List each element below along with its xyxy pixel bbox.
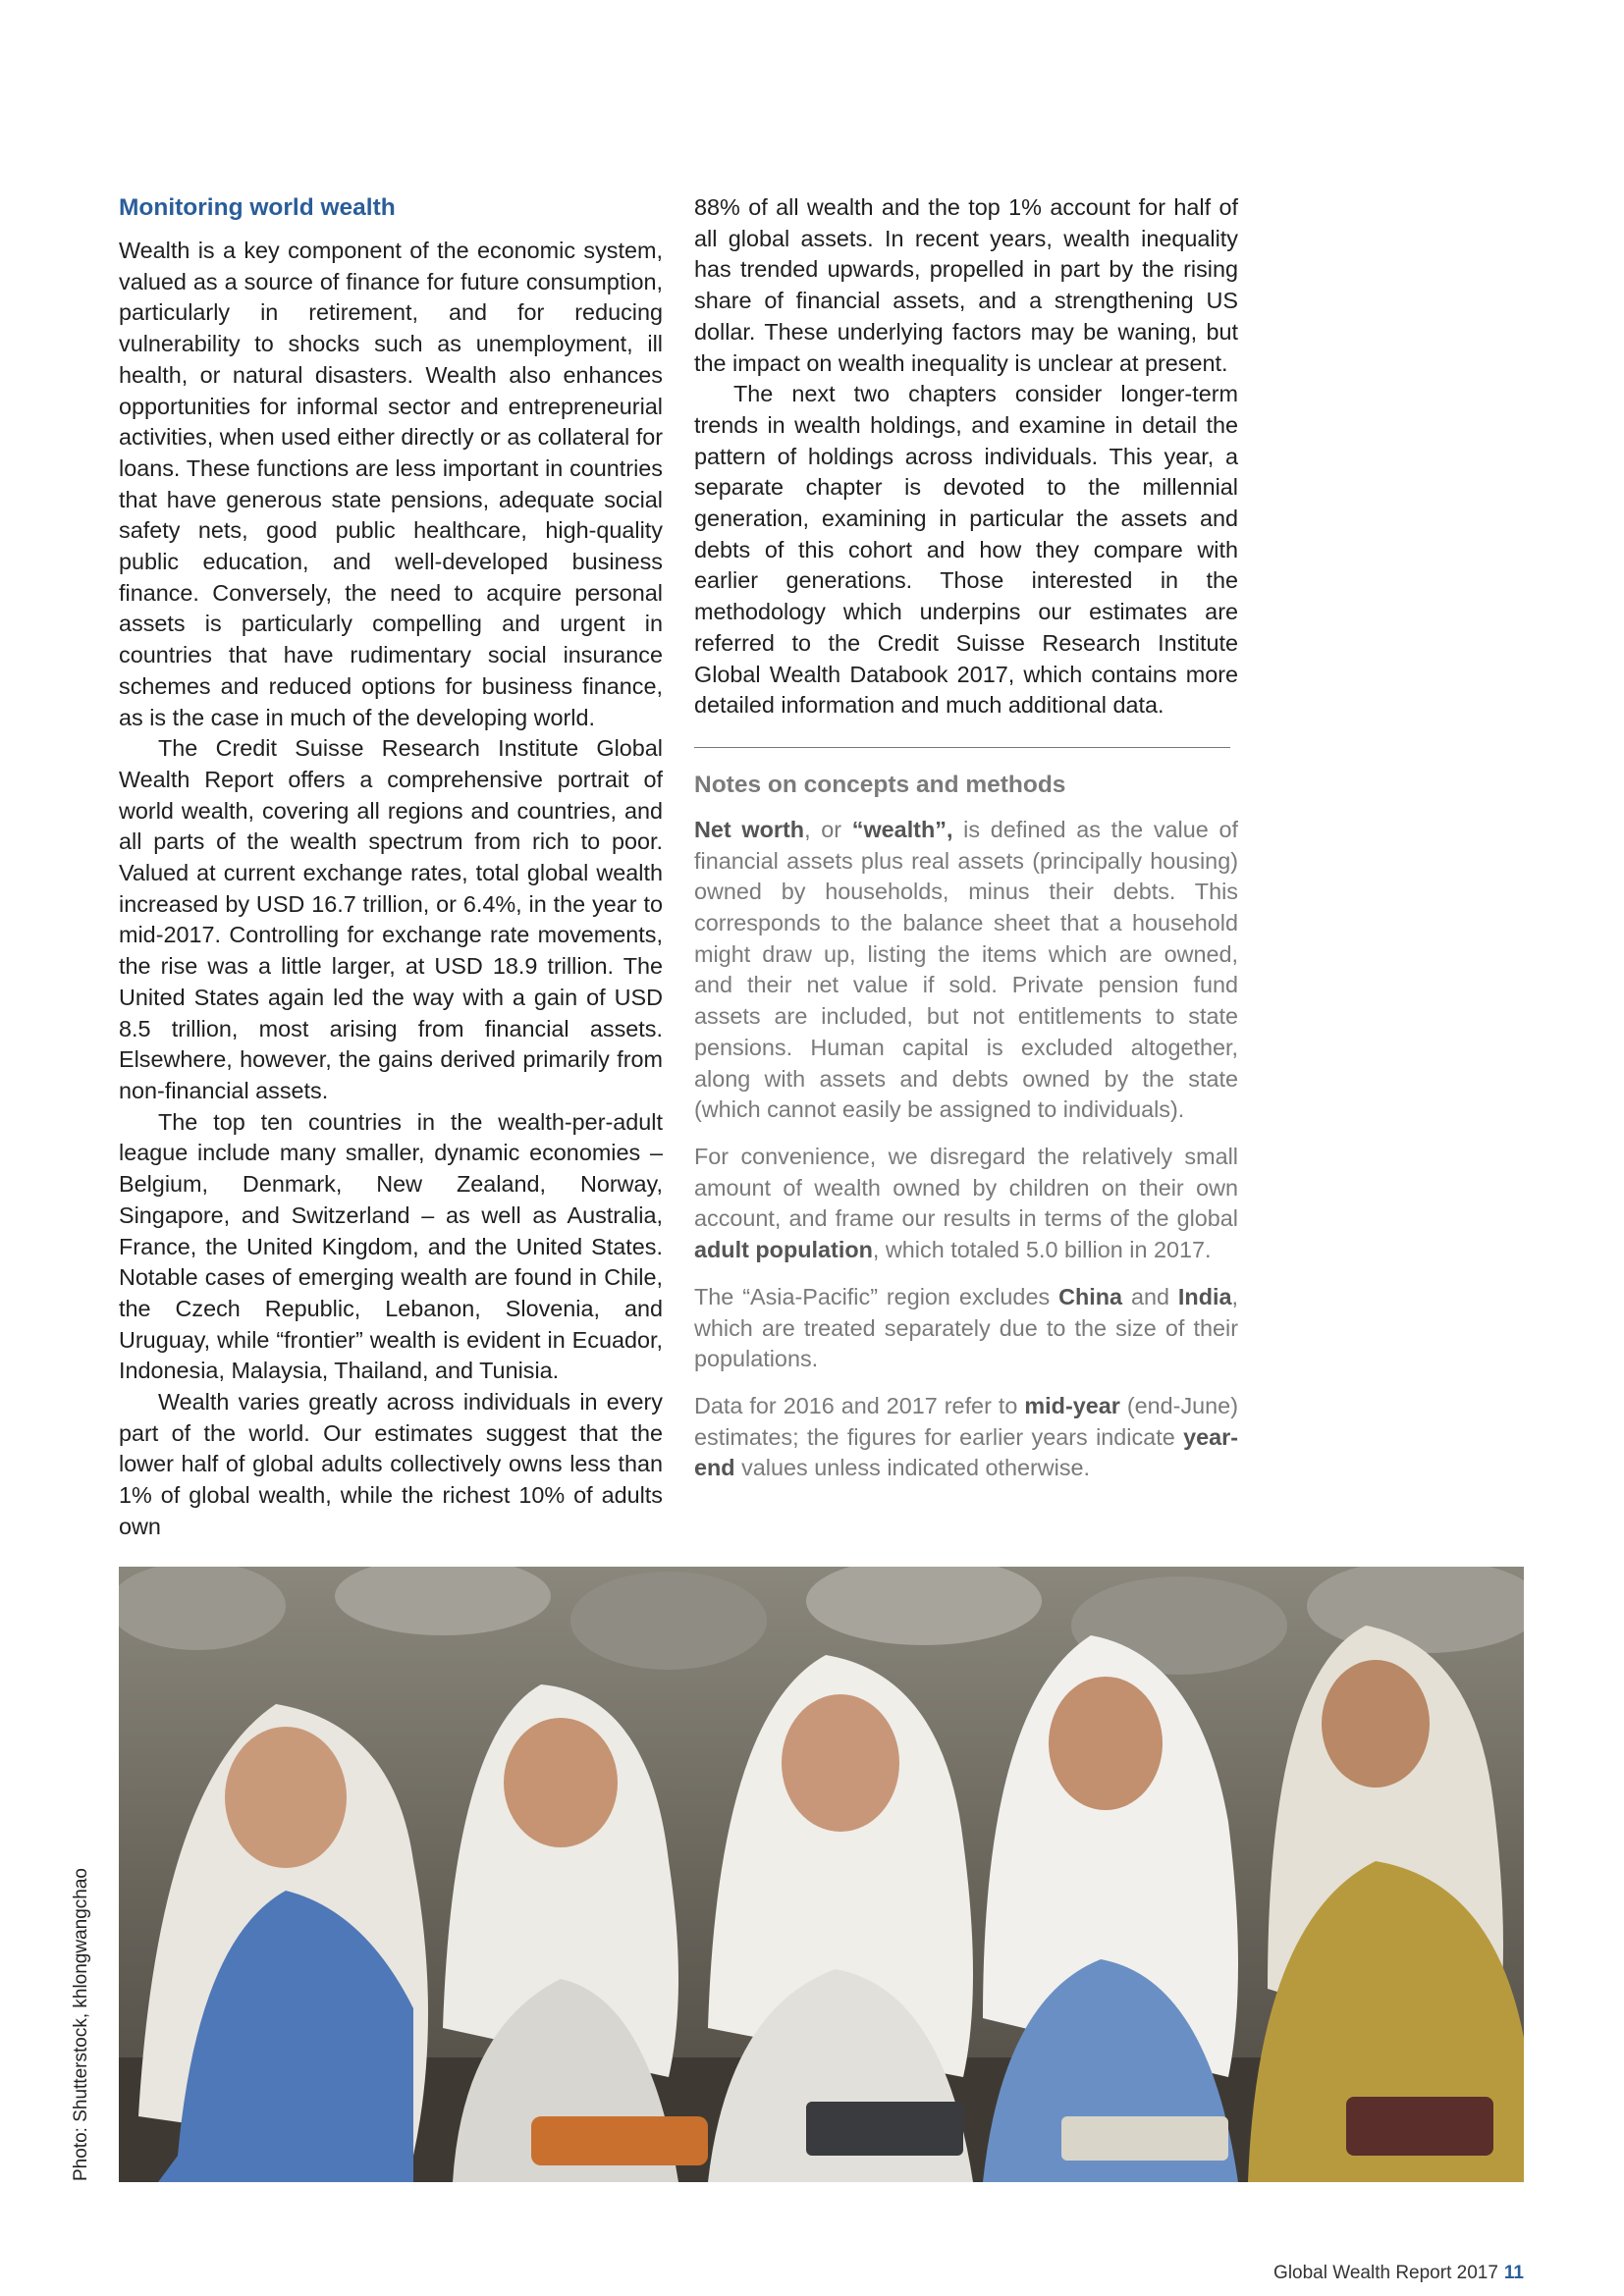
report-title: Global Wealth Report 2017 [1273,2263,1498,2283]
text: (end-June) estimates; the figures for earlier years indicate [694,1392,1238,1450]
notes-paragraph [694,1391,1238,1484]
body-paragraph: The top ten countries in the wealth-per-adult league include many smaller, dynamic economies – Belgium, Denmark, New Zealand, Norway, Singapore, and Switzerland – as well as Australia, France, the United Kingdom, and the United States. Notable cases of emerging wealth are found in Chile, the Czech Republic, Lebanon, Slovenia, and Uruguay, while “frontier” wealth is evident in Ecuador, Indonesia, Malaysia, Thailand, and Tunisia. [119,1108,663,1384]
left-column [119,192,663,1543]
photo-credit: Photo: Shutterstock, khlongwangchao [71,1868,91,2181]
term: mid-year [1024,1392,1120,1418]
section-divider [694,747,1230,748]
photo-illustration [119,1567,1524,2182]
page-number: 11 [1503,2263,1524,2283]
page-footer [1273,2263,1524,2284]
text: For convenience, we disregard the relatively small amount of wealth owned by children on their own account, and frame our results in terms of the global [694,1143,1238,1232]
right-column [694,192,1238,1500]
text: , which totaled 5.0 billion in 2017. [872,1237,1212,1263]
body-paragraph: 88% of all wealth and the top 1% account for half of all global assets. In recent years, wealth inequality has trended upwards, propelled in part by the rising share of financial assets, and a strengthening US dollar. These underlying factors may be waning, but the impact on wealth inequality is unclear at present. [694,194,1238,376]
text: , which are treated separately due to the size of their populations. [694,1283,1238,1372]
notes-paragraph [694,815,1238,1126]
term: year-end [694,1423,1238,1481]
text: values unless indicated otherwise. [734,1455,1091,1481]
text: is defined as the value of financial assets plus real assets (principally housing) owned by households, minus their debts. This corresponds to the balance sheet that a household might draw up, listing the items which are owned, and their net value if sold. Private pension fund assets are included, but not entitlements to state pensions. Human capital is excluded altogether, along with assets and debts owned by the state (which cannot easily be assigned to individuals). [694,816,1238,1123]
notes-paragraph [694,1282,1238,1375]
children-photo [119,1567,1524,2182]
term: “wealth”, [851,816,953,842]
body-paragraph: Wealth varies greatly across individuals in every part of the world. Our estimates suggest that the lower half of global adults collectively owns less than 1% of global wealth, while the richest 10% of adults own [119,1389,663,1539]
notes-paragraph [694,1142,1238,1266]
notes-heading: Notes on concepts and methods [694,771,1066,798]
body-paragraph: Wealth is a key component of the economic system, valued as a source of finance for future consumption, particularly in retirement, and for reducing vulnerability to shocks such as unemployment, ill health, or natural disasters. Wealth also enhances opportunities for informal sector and entrepreneurial activities, when used either directly or as collateral for loans. These functions are less important in countries that have generous state pensions, adequate social safety nets, good public healthcare, high-quality public education, and well-developed business finance. Conversely, the need to acquire personal assets is particularly compelling and urgent in countries that have rudimentary social insurance schemes and reduced options for business finance, as is the case in much of the developing world. [119,238,663,730]
body-paragraph: The Credit Suisse Research Institute Global Wealth Report offers a comprehensive portrait of world wealth, covering all regions and countries, and all parts of the wealth spectrum from rich to poor. Valued at current exchange rates, total global wealth increased by USD 16.7 trillion, or 6.4%, in the year to mid-2017. Controlling for exchange rate movements, the rise was a little larger, at USD 18.9 trillion. The United States again led the way with a gain of USD 8.5 trillion, most arising from financial assets. Elsewhere, however, the gains derived primarily from non-financial assets. [119,735,663,1103]
text: and [1122,1283,1178,1309]
section-heading: Monitoring world wealth [119,194,396,221]
text: Data for 2016 and 2017 refer to [694,1392,1025,1418]
text: , or [804,816,852,842]
notes-box [694,770,1238,1484]
term: Net worth [694,816,805,842]
term: India [1177,1283,1232,1309]
body-paragraph: The next two chapters consider longer-term trends in wealth holdings, and examine in detail the pattern of holdings across individuals. This year, a separate chapter is devoted to the millennial generation, examining in particular the assets and debts of this cohort and how they compare with earlier generations. Those interested in the methodology which underpins our estimates are referred to the Credit Suisse Research Institute Global Wealth Databook 2017, which contains more detailed information and much additional data. [694,381,1238,719]
term: China [1058,1283,1123,1309]
text: The “Asia-Pacific” region excludes [694,1283,1059,1309]
term: adult population [694,1237,873,1263]
